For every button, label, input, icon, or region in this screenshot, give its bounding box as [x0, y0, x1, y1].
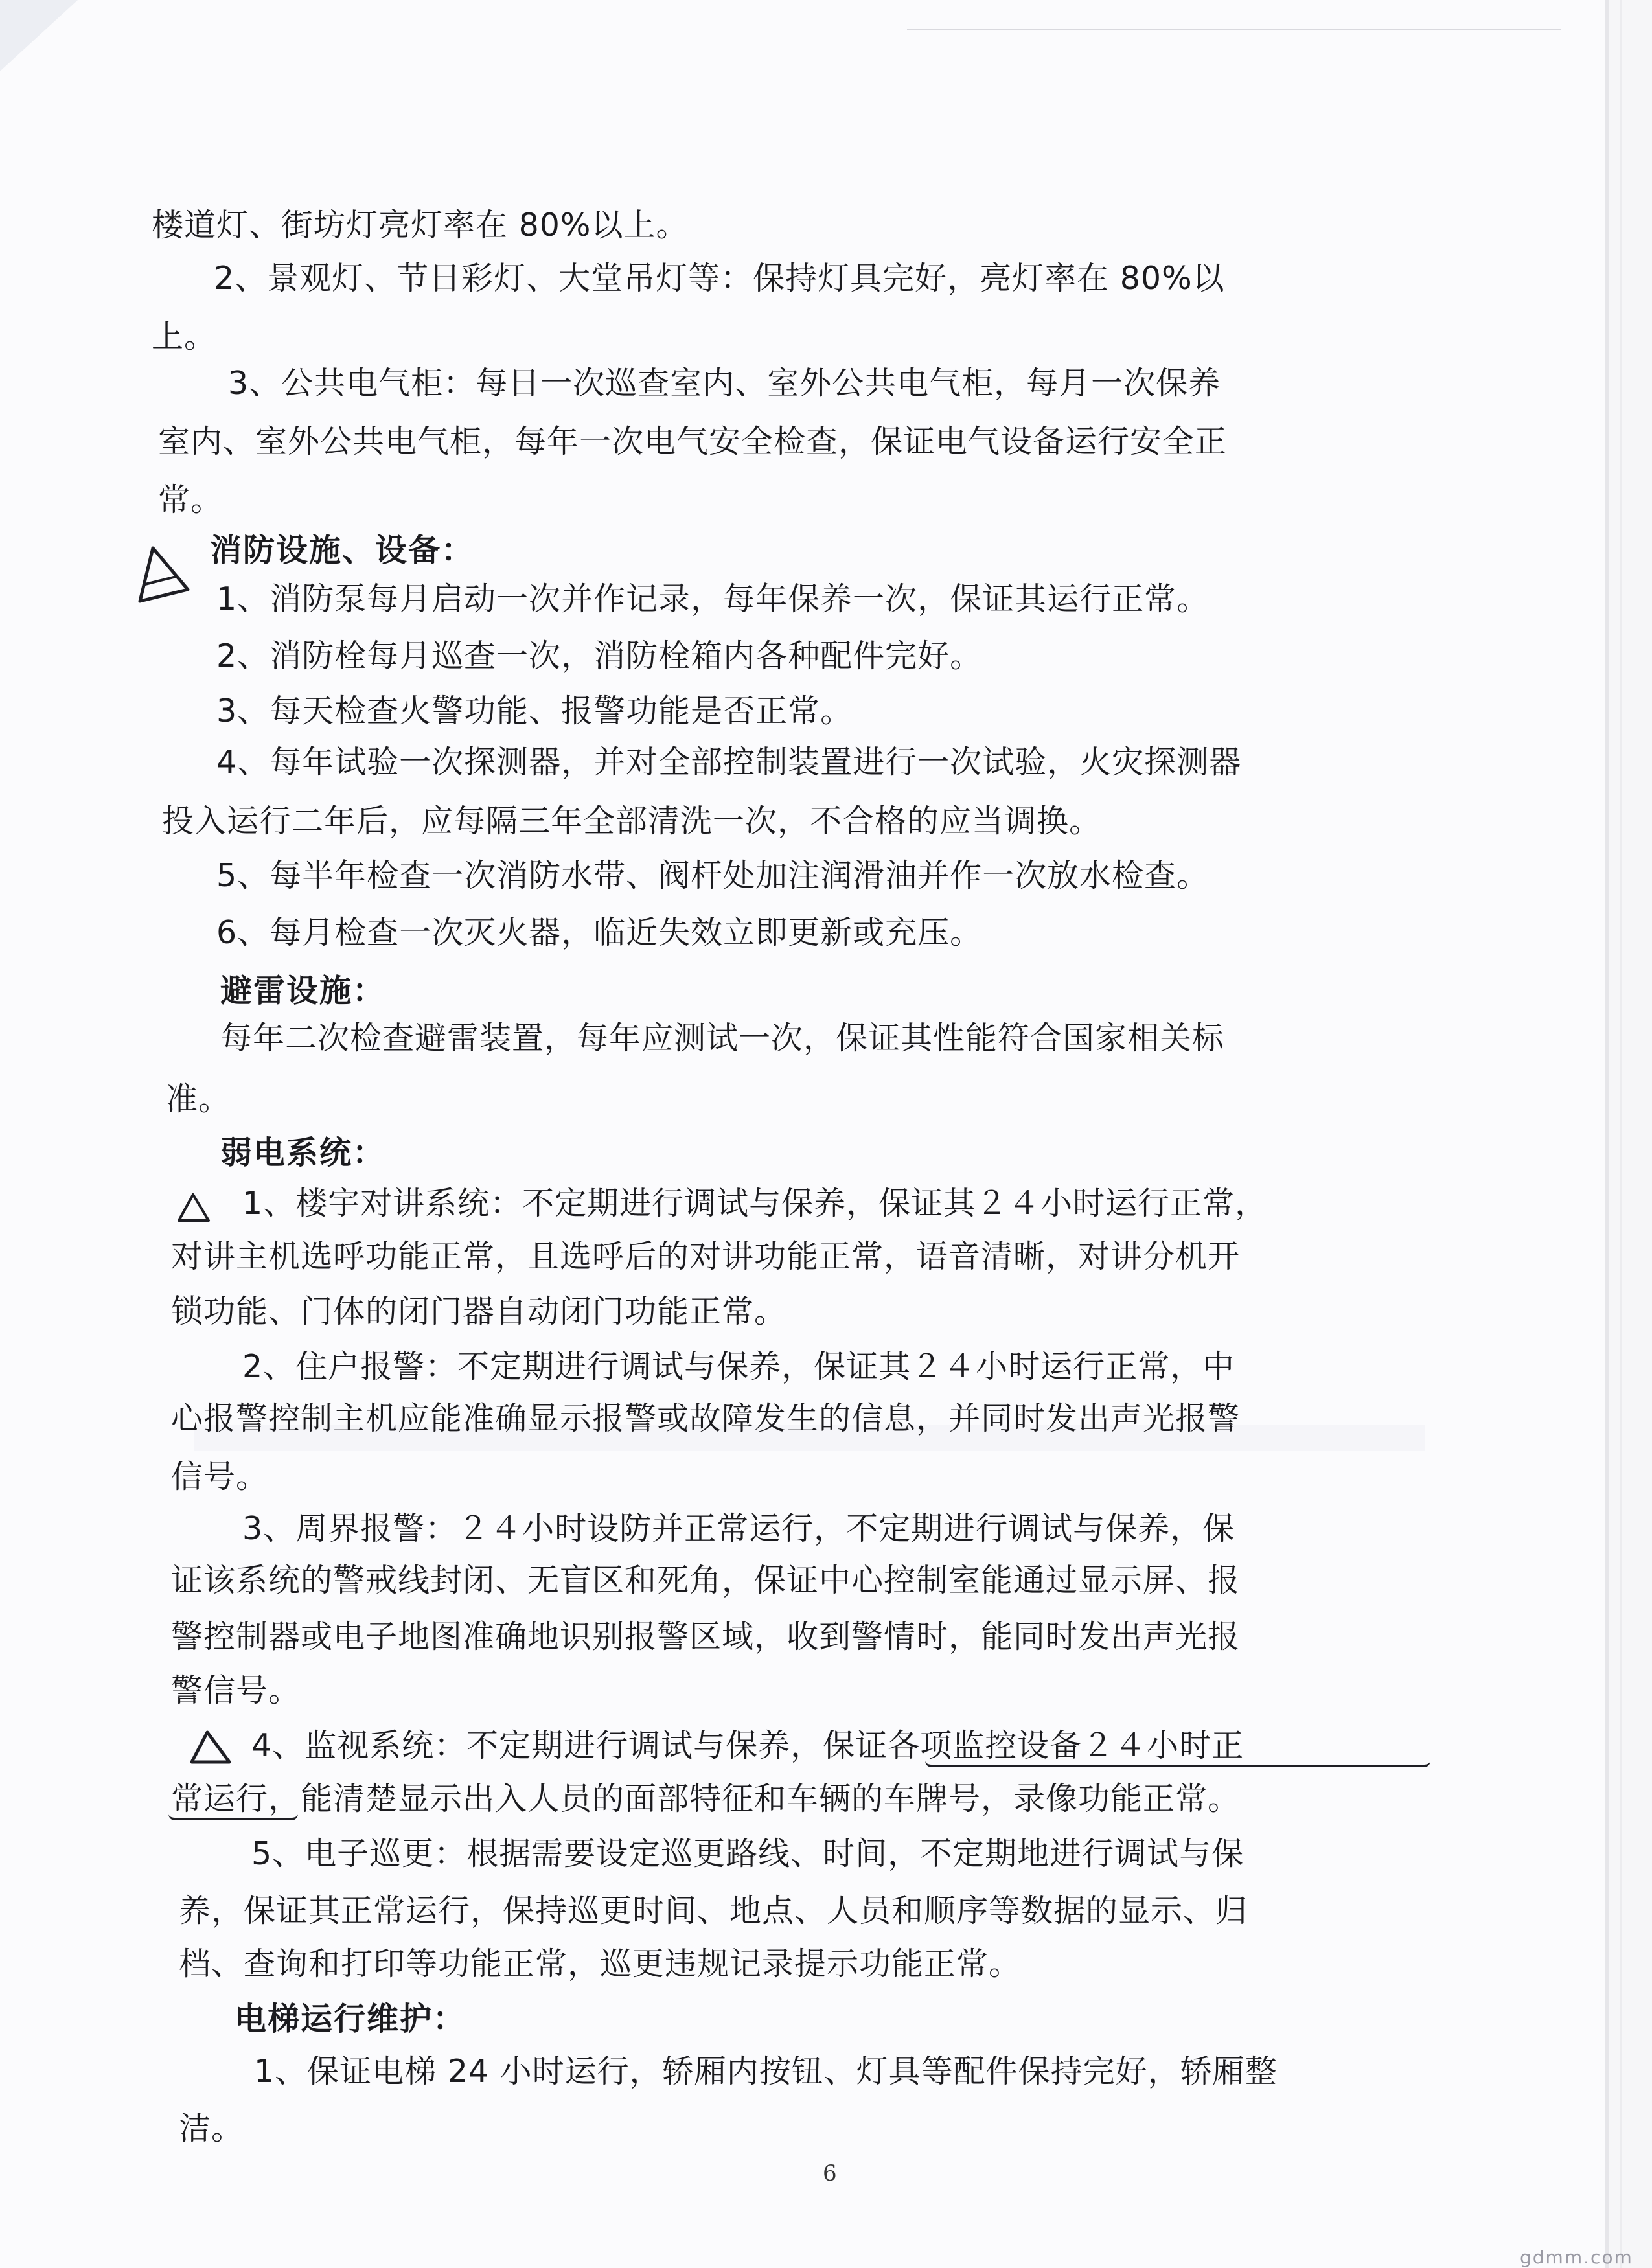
- text-line: 2、景观灯、节日彩灯、大堂吊灯等：保持灯具完好，亮灯率在 80%以: [214, 260, 1225, 297]
- text-line: 3、公共电气柜：每日一次巡查室内、室外公共电气柜，每月一次保养: [228, 365, 1221, 402]
- right-edge-line-outer: [1620, 0, 1622, 2268]
- right-edge-line: [1605, 0, 1609, 2268]
- text-line: 常。: [158, 481, 224, 518]
- section-heading: 电梯运行维护：: [235, 2000, 466, 2037]
- text-line: 证该系统的警戒线封闭、无盲区和死角，保证中心控制室能通过显示屏、报: [171, 1562, 1241, 1599]
- section-heading: 避雷设施：: [220, 972, 386, 1009]
- text-line: 上。: [152, 318, 217, 355]
- text-line: 警信号。: [171, 1672, 301, 1709]
- text-line: 楼道灯、街坊灯亮灯率在 80%以上。: [152, 207, 689, 244]
- text-line: 3、周界报警：２４小时设防并正常运行，不定期进行调试与保养，保: [242, 1510, 1235, 1547]
- text-line: 养，保证其正常运行，保持巡更时间、地点、人员和顺序等数据的显示、归: [179, 1892, 1248, 1929]
- text-line: 心报警控制主机应能准确显示报警或故障发生的信息，并同时发出声光报警: [171, 1400, 1241, 1437]
- top-edge-line: [907, 29, 1561, 30]
- section-heading: 弱电系统：: [220, 1134, 386, 1171]
- text-line: 准。: [166, 1081, 231, 1117]
- text-line: 4、监视系统：不定期进行调试与保养，保证各项监控设备２４小时正: [251, 1727, 1245, 1764]
- page-number: 6: [823, 2160, 837, 2186]
- text-line: 档、查询和打印等功能正常，巡更违规记录提示功能正常。: [179, 1945, 1022, 1982]
- section-heading: 消防设施、设备：: [210, 532, 475, 569]
- text-line: 每年二次检查避雷装置，每年应测试一次，保证其性能符合国家相关标: [220, 1020, 1225, 1057]
- site-watermark: gdmm.com: [1520, 2247, 1633, 2268]
- handwritten-underline: [925, 1761, 1430, 1767]
- text-line: 警控制器或电子地图准确地识别报警区域，收到警情时，能同时发出声光报: [171, 1618, 1241, 1655]
- text-line: 3、每天检查火警功能、报警功能是否正常。: [216, 693, 853, 729]
- text-line: 室内、室外公共电气柜，每年一次电气安全检查，保证电气设备运行安全正: [158, 423, 1228, 460]
- text-line: 常运行，能清楚显示出入人员的面部特征和车辆的车牌号，录像功能正常。: [171, 1780, 1241, 1817]
- text-line: 2、消防栓每月巡查一次，消防栓箱内各种配件完好。: [216, 637, 983, 674]
- text-line: 4、每年试验一次探测器，并对全部控制装置进行一次试验，火灾探测器: [216, 744, 1242, 781]
- text-line: 对讲主机选呼功能正常，且选呼后的对讲功能正常，语音清晰，对讲分机开: [171, 1238, 1241, 1275]
- text-line: 洁。: [179, 2110, 244, 2147]
- text-line: 5、每半年检查一次消防水带、阀杆处加注润滑油并作一次放水检查。: [216, 857, 1210, 894]
- text-line: 锁功能、门体的闭门器自动闭门功能正常。: [171, 1293, 787, 1330]
- text-line: 1、保证电梯 24 小时运行，轿厢内按钮、灯具等配件保持完好，轿厢整: [254, 2053, 1278, 2090]
- page-fold-shadow: [0, 0, 78, 71]
- text-line: 6、每月检查一次灭火器，临近失效立即更新或充压。: [216, 914, 983, 951]
- handwritten-underline: [168, 1814, 298, 1820]
- text-line: 5、电子巡更：根据需要设定巡更路线、时间，不定期地进行调试与保: [251, 1835, 1245, 1872]
- text-line: 投入运行二年后，应每隔三年全部清洗一次，不合格的应当调换。: [162, 803, 1102, 840]
- text-line: 2、住户报警：不定期进行调试与保养，保证其２４小时运行正常，中: [242, 1348, 1235, 1385]
- text-line: 1、消防泵每月启动一次并作记录，每年保养一次，保证其运行正常。: [216, 580, 1210, 617]
- text-line: 1、楼宇对讲系统：不定期进行调试与保养，保证其２４小时运行正常，: [242, 1185, 1268, 1222]
- text-line: 信号。: [171, 1458, 269, 1495]
